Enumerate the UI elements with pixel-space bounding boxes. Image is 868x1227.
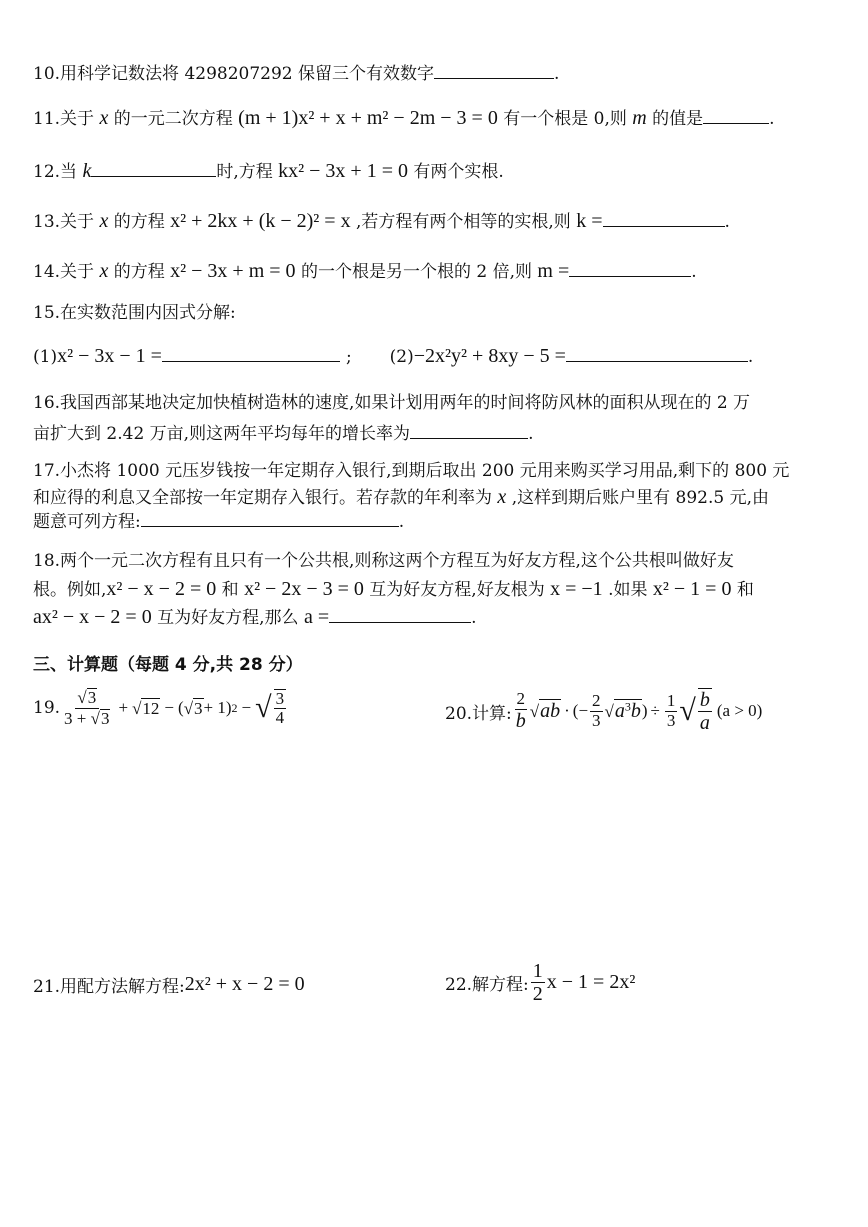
answer-blank[interactable] [703, 105, 769, 124]
q18-var-a: a = [303, 606, 330, 628]
q20-fraction2 [590, 692, 603, 730]
q22-fraction [531, 960, 545, 1005]
q18-text-a: 根。例如, [33, 580, 107, 600]
question-11 [33, 105, 775, 132]
q12-text-b: 时,方程 [216, 162, 279, 182]
q18-eq2: x² − 2x − 3 = 0 [244, 578, 364, 600]
q15-part1-expr: x² − 3x − 1 = [57, 345, 162, 367]
q20-condition: (a > 0) [716, 701, 763, 720]
answer-blank[interactable] [91, 158, 216, 177]
question-12 [33, 158, 504, 185]
q20-sqrt-ab: ab [540, 700, 561, 722]
question-13 [33, 208, 730, 235]
q19-f1-den-sqrt: 3 [100, 708, 110, 728]
q14-text-c: 的一个根是另一个根的 2 倍,则 [295, 262, 538, 282]
q15-part1-label: (1) [33, 347, 58, 367]
question-22 [445, 960, 635, 1005]
q19-label: 19. [33, 698, 61, 719]
question-18-line3 [33, 604, 477, 631]
q18-and: 和 [216, 580, 245, 600]
q11-text-b: 的一元二次方程 [108, 109, 239, 129]
answer-blank[interactable] [434, 60, 554, 79]
q12-equation: kx² − 3x + 1 = 0 [278, 160, 408, 182]
question-20: 20.计算: $\frac{2}{b}$ √ab · (− $\frac{2}{3}$ $√a^3b$ ) ÷ $\frac{1}{3}$ √ $\frac{b}{a}$ (a > 0) [445, 689, 763, 734]
q17-var-x: x [497, 486, 507, 508]
q20-fraction4 [698, 688, 712, 734]
q19-paren-close: + 1) [203, 698, 232, 718]
question-14 [33, 258, 697, 285]
q11-var-x: x [99, 107, 109, 129]
q20-divide: ÷ [650, 701, 660, 720]
q20-paren-open: (− [572, 701, 589, 720]
q13-text-c: ,若方程有两个相等的实根,则 [350, 212, 577, 232]
q18-text-b: 互为好友方程,好友根为 [363, 580, 551, 600]
q13-text-a: 13.关于 [33, 212, 100, 232]
q18-text-d: 互为好友方程,那么 [151, 608, 304, 628]
answer-blank[interactable] [566, 343, 748, 362]
question-10 [33, 60, 559, 86]
q20-label: 20.计算: [445, 703, 512, 724]
question-17-line1: 17.小杰将 1000 元压岁钱按一年定期存入银行,到期后取出 200 元用来购买学习用品,剩下的 800 元 [33, 461, 790, 481]
q17-text-a: 和应得的利息又全部按一年定期存入银行。若存款的年利率为 [33, 488, 498, 508]
question-21 [33, 972, 305, 997]
q13-var-x: x [99, 210, 109, 232]
q20-cube: 3 [624, 699, 631, 714]
q20-f3-num: 1 [666, 690, 676, 710]
q20-dot: · [564, 701, 570, 720]
q17-text-c: 题意可列方程: [33, 512, 141, 532]
q22-f-num: 1 [532, 960, 543, 982]
q20-f1-den: b [515, 709, 526, 732]
q18-eq4: x² − 1 = 0 [652, 578, 732, 600]
q19-paren-open: ( [178, 698, 184, 718]
q19-fraction1: $\frac{√3}{3 + √3}$ [64, 688, 110, 728]
q11-suffix: . [769, 109, 775, 129]
question-17-line3 [33, 508, 404, 534]
q14-var-x: x [99, 260, 109, 282]
question-18-line2 [33, 576, 754, 603]
q14-text-a: 14.关于 [33, 262, 100, 282]
q11-text-a: 11.关于 [33, 109, 100, 129]
q11-var-m: m [632, 107, 647, 129]
q18-eq1: x² − x − 2 = 0 [106, 578, 217, 600]
q14-var-m: m = [537, 260, 570, 282]
q20-f4-den: a [699, 712, 710, 734]
q20-fraction1 [514, 690, 528, 732]
question-19: 19. $\frac{√3}{3 + √3}$ + √12 − ( √3 + 1) 2 − √ $\frac{3}{4}$ [33, 688, 285, 728]
q20-f3-den: 3 [666, 710, 676, 730]
q15-part2-expr: −2x²y² + 8xy − 5 = [413, 345, 566, 367]
answer-blank[interactable] [603, 208, 725, 227]
question-15-title: 15.在实数范围内因式分解: [33, 303, 236, 323]
q16-suffix: . [528, 424, 534, 444]
q18-and2: 和 [731, 580, 754, 600]
section-heading: 三、计算题（每题 4 分,共 28 分） [33, 655, 303, 675]
q21-text: 21.用配方法解方程: [33, 977, 185, 997]
q17-text-b: ,这样到期后账户里有 892.5 元,由 [506, 488, 769, 508]
q12-text-a: 12.当 [33, 162, 83, 182]
question-18-line1: 18.两个一元二次方程有且只有一个公共根,则称这两个方程互为好友方程,这个公共根叫做好友 [33, 551, 734, 571]
q19-f4-den: 4 [275, 708, 285, 728]
q19-sqrt12: 12 [142, 698, 160, 718]
q13-suffix: . [724, 212, 730, 232]
q19-minus2: − [241, 698, 252, 718]
answer-blank[interactable] [329, 604, 471, 623]
q20-fraction3 [665, 692, 678, 730]
q13-equation: x² + 2kx + (k − 2)² = x [170, 210, 351, 232]
q20-paren-close: ) [641, 701, 648, 720]
answer-blank[interactable] [141, 508, 399, 527]
q10-text: 10.用科学记数法将 4298207292 保留三个有效数字 [33, 64, 435, 84]
q18-eq5: ax² − x − 2 = 0 [33, 606, 152, 628]
question-17-line2 [33, 484, 769, 511]
answer-blank[interactable] [569, 258, 691, 277]
q22-equation: x − 1 = 2x² [546, 971, 636, 993]
q20-sqrt-b: b [630, 700, 641, 722]
question-15-parts [33, 343, 753, 370]
q18-text-c: .如果 [602, 580, 653, 600]
q20-sqrt-a: a [614, 700, 625, 722]
q10-suffix: . [554, 64, 560, 84]
q22-text: 22.解方程: [445, 975, 529, 995]
q11-text-c: 有一个根是 0,则 [497, 109, 633, 129]
question-16-line2 [33, 420, 533, 446]
q19-f1-den: 3 + [64, 708, 91, 728]
q19-f1-num: 3 [87, 688, 97, 707]
q14-text-b: 的方程 [108, 262, 171, 282]
q18-eq3: x = −1 [550, 578, 603, 600]
q17-suffix: . [398, 512, 405, 532]
q20-f1-num: 2 [516, 689, 526, 709]
q12-var-k: k [82, 160, 92, 182]
q15-separator: ; [345, 347, 352, 367]
q13-text-b: 的方程 [108, 212, 171, 232]
q15-suffix: . [747, 347, 754, 367]
q14-suffix: . [691, 262, 697, 282]
q18-suffix: . [471, 608, 477, 628]
q13-var-k: k = [576, 210, 603, 232]
q15-part2-label: (2) [389, 347, 414, 367]
q19-f4-num: 3 [275, 688, 285, 708]
q19-plus: + [118, 698, 129, 718]
q22-f-den: 2 [532, 983, 543, 1005]
q16-text: 亩扩大到 2.42 万亩,则这两年平均每年的增长率为 [33, 424, 411, 444]
answer-blank[interactable] [410, 420, 528, 439]
q11-equation: (m + 1)x² + x + m² − 2m − 3 = 0 [238, 107, 498, 129]
q19-sqrt3: 3 [194, 698, 203, 718]
q12-text-c: 有两个实根. [408, 162, 504, 182]
q20-f2-den: 3 [592, 710, 601, 730]
q11-text-d: 的值是 [646, 109, 704, 129]
answer-blank[interactable] [162, 343, 340, 362]
q20-f4-num: b [699, 689, 710, 711]
question-16-line1: 16.我国西部某地决定加快植树造林的速度,如果计划用两年的时间将防风林的面积从现在的 2 万 [33, 393, 751, 413]
q14-equation: x² − 3x + m = 0 [170, 260, 296, 282]
q19-minus: − [164, 698, 175, 718]
q19-fraction2 [274, 689, 287, 728]
q21-equation: 2x² + x − 2 = 0 [184, 973, 305, 995]
q20-f2-num: 2 [592, 690, 601, 710]
